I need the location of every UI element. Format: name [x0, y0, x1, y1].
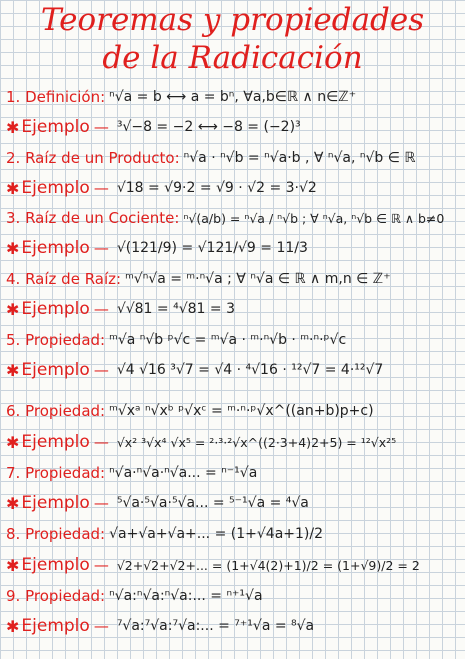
example-formula: √18 = √9·2 = √9 · √2 = 3·√2 — [116, 180, 317, 196]
rule-label: 1. Definición: — [6, 88, 106, 106]
example-label: Ejemplo — [21, 299, 90, 319]
rule-heading-row — [6, 398, 461, 424]
dash-arrow-icon: — — [93, 617, 109, 635]
example-row — [6, 490, 461, 516]
example-row — [6, 613, 461, 639]
example-formula: ³√−8 = −2 ⟷ −8 = (−2)³ — [116, 119, 301, 135]
bullet-star-icon: ✱ — [6, 117, 20, 137]
rule-heading-row — [6, 521, 461, 547]
example-row — [6, 357, 461, 383]
example-formula: ⁷√a:⁷√a:⁷√a:... = ⁷⁺¹√a = ⁸√a — [116, 618, 315, 634]
rule-label: 5. Propiedad: — [6, 331, 106, 349]
dash-arrow-icon: — — [93, 179, 109, 197]
bullet-star-icon: ✱ — [6, 555, 20, 575]
example-label: Ejemplo — [21, 178, 90, 198]
rule-label: 4. Raíz de Raíz: — [6, 270, 122, 288]
bullet-star-icon: ✱ — [6, 360, 20, 380]
rule-label: 3. Raíz de un Cociente: — [6, 209, 180, 227]
example-row — [6, 429, 461, 455]
dash-arrow-icon: — — [93, 300, 109, 318]
example-formula: √x² ³√x⁴ √x⁵ = ²·³·²√x^((2·3+4)2+5) = ¹²√x²⁵ — [116, 434, 397, 450]
rule-label: 6. Propiedad: — [6, 402, 106, 420]
example-label: Ejemplo — [21, 555, 90, 575]
example-row — [6, 235, 461, 261]
example-label: Ejemplo — [21, 238, 90, 258]
rule-formula: ⁿ√a:ⁿ√a:ⁿ√a:... = ⁿ⁺¹√a — [109, 588, 263, 604]
example-label: Ejemplo — [21, 616, 90, 636]
rule-formula: √a+√a+√a+... = (1+√4a+1)/2 — [109, 526, 323, 542]
example-row — [6, 552, 461, 578]
bullet-star-icon: ✱ — [6, 178, 20, 198]
rule-label: 2. Raíz de un Producto: — [6, 149, 180, 167]
rule-formula: ⁿ√a · ⁿ√b = ⁿ√a·b , ∀ ⁿ√a, ⁿ√b ∈ ℝ — [183, 150, 416, 166]
rule-heading-row — [6, 145, 461, 171]
rule-label: 8. Propiedad: — [6, 525, 106, 543]
dash-arrow-icon: — — [93, 239, 109, 257]
example-formula: √(121/9) = √121/√9 = 11/3 — [116, 240, 308, 256]
bullet-star-icon: ✱ — [6, 493, 20, 513]
example-label: Ejemplo — [21, 493, 90, 513]
example-label: Ejemplo — [21, 360, 90, 380]
rule-heading-row — [6, 583, 461, 609]
rule-heading-row — [6, 205, 461, 231]
rule-formula: ᵐ√xᵃ ⁿ√xᵇ ᵖ√xᶜ = ᵐ·ⁿ·ᵖ√x^((an+b)p+c) — [109, 403, 374, 419]
example-label: Ejemplo — [21, 432, 90, 452]
bullet-star-icon: ✱ — [6, 299, 20, 319]
dash-arrow-icon: — — [93, 118, 109, 136]
example-formula: √√81 = ⁴√81 = 3 — [116, 301, 235, 317]
rule-formula: ᵐ√ⁿ√a = ᵐ·ⁿ√a ; ∀ ⁿ√a ∈ ℝ ∧ m,n ∈ ℤ⁺ — [125, 271, 391, 287]
bullet-star-icon: ✱ — [6, 616, 20, 636]
dash-arrow-icon: — — [93, 361, 109, 379]
rule-heading-row — [6, 266, 461, 292]
rule-formula: ᵐ√a ⁿ√b ᵖ√c = ᵐ√a · ᵐ·ⁿ√b · ᵐ·ⁿ·ᵖ√c — [109, 332, 347, 348]
example-row — [6, 296, 461, 322]
dash-arrow-icon: — — [93, 433, 109, 451]
rule-formula: ⁿ√a = b ⟷ a = bⁿ, ∀a,b∈ℝ ∧ n∈ℤ⁺ — [109, 89, 357, 105]
rule-label: 7. Propiedad: — [6, 464, 106, 482]
bullet-star-icon: ✱ — [6, 238, 20, 258]
dash-arrow-icon: — — [93, 556, 109, 574]
example-formula: √4 √16 ³√7 = √4 · ⁴√16 · ¹²√7 = 4·¹²√7 — [116, 362, 384, 378]
dash-arrow-icon: — — [93, 494, 109, 512]
rule-heading-row — [6, 84, 461, 110]
example-row — [6, 114, 461, 140]
rule-formula: ⁿ√(a/b) = ⁿ√a / ⁿ√b ; ∀ ⁿ√a, ⁿ√b ∈ ℝ ∧ b≠0 — [183, 210, 445, 226]
rule-label: 9. Propiedad: — [6, 587, 106, 605]
rule-formula: ⁿ√a·ⁿ√a·ⁿ√a... = ⁿ⁻¹√a — [109, 465, 258, 481]
example-label: Ejemplo — [21, 117, 90, 137]
bullet-star-icon: ✱ — [6, 432, 20, 452]
example-row — [6, 175, 461, 201]
example-formula: ⁵√a·⁵√a·⁵√a... = ⁵⁻¹√a = ⁴√a — [116, 495, 309, 511]
rule-heading-row — [6, 460, 461, 486]
rule-heading-row — [6, 327, 461, 353]
page-title: Teoremas y propiedades — [40, 2, 425, 38]
example-formula: √2+√2+√2+... = (1+√4(2)+1)/2 = (1+√9)/2 = 2 — [116, 557, 420, 573]
page-subtitle: de la Radicación — [102, 40, 363, 76]
